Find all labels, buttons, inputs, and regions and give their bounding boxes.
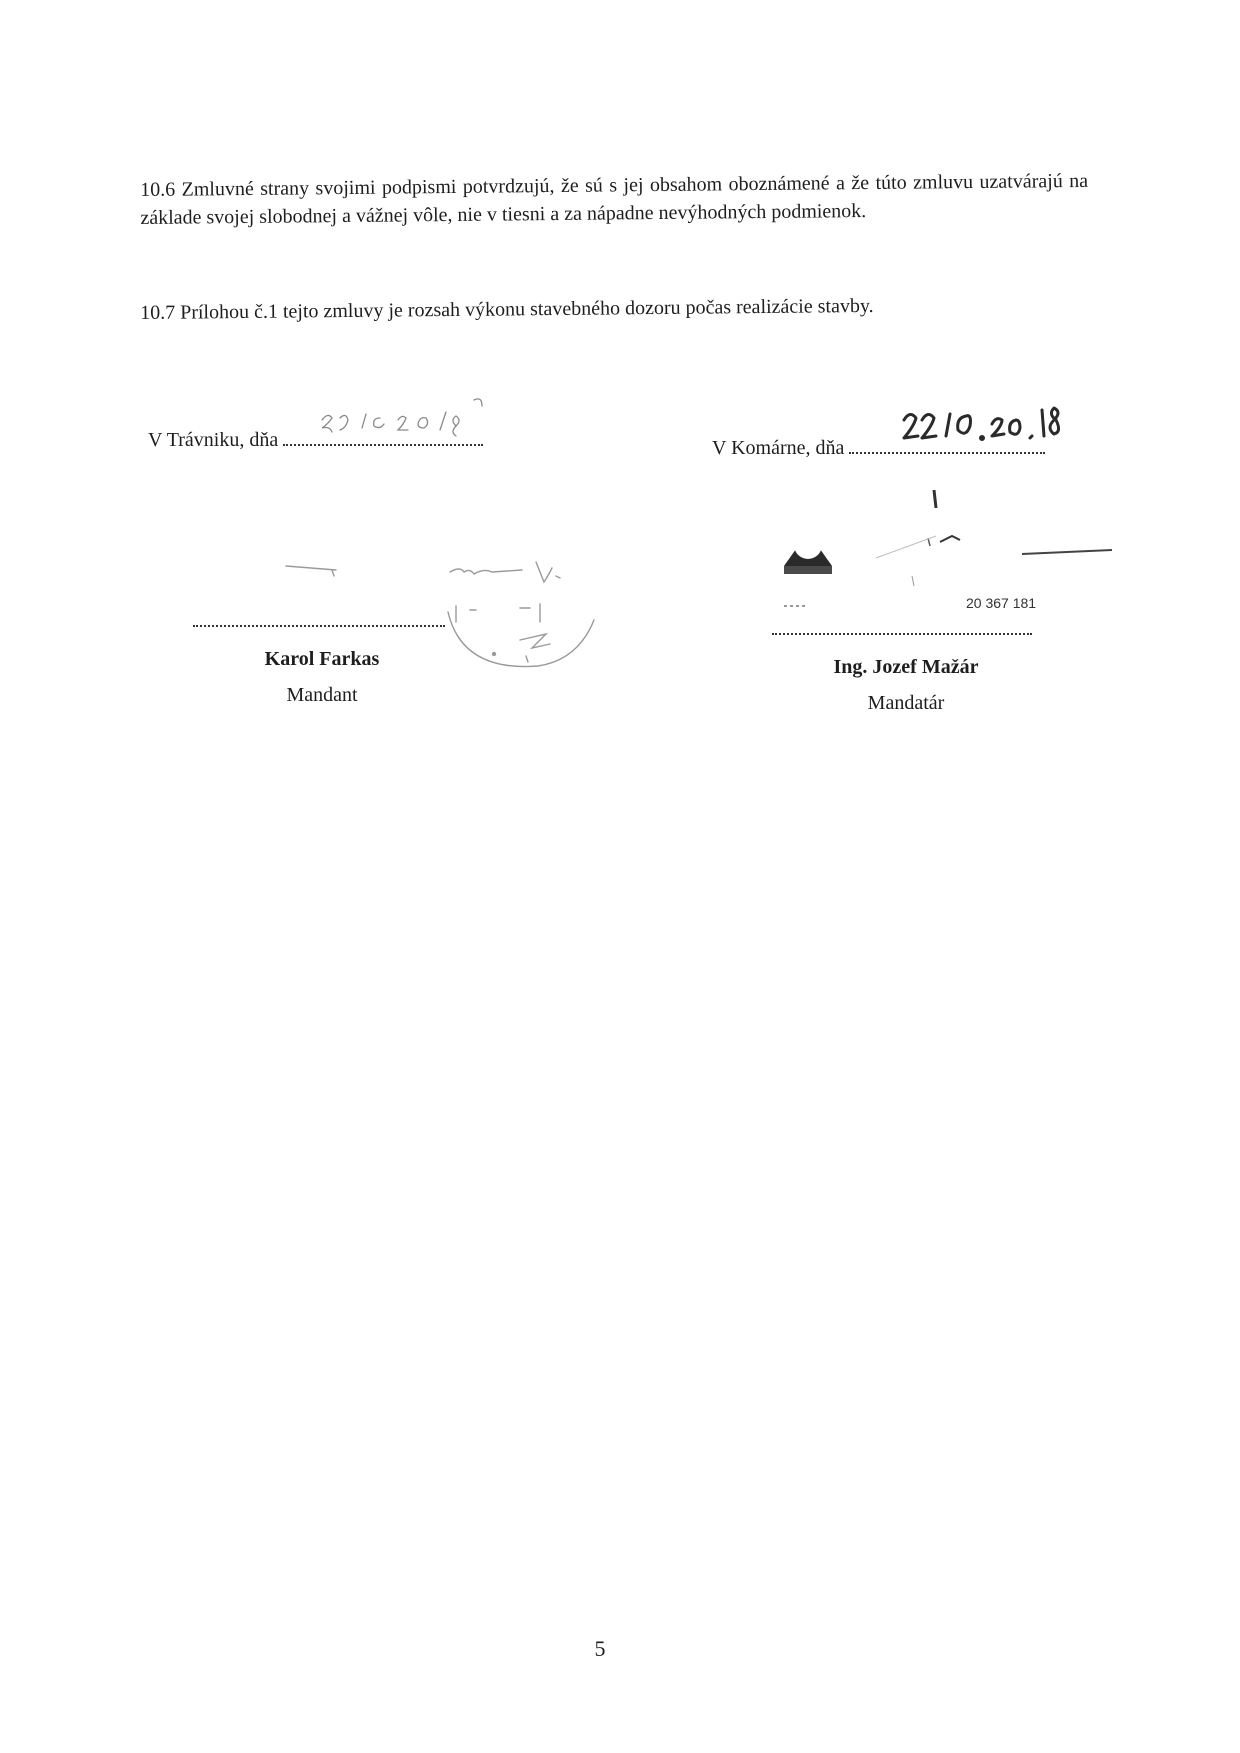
paragraph-10-6: 10.6 Zmluvné strany svojimi podpismi potvrdzujú, že sú s jej obsahom oboznámené a že túto zmluvu uzatvárajú na základe svojej slobodnej a vážnej vôle, nie v tiesni a za nápadne nevýhodných podmienok. bbox=[140, 169, 1089, 229]
place-date-right bbox=[712, 436, 1045, 460]
stamp-left bbox=[448, 604, 594, 667]
date-dotted-line-left bbox=[283, 428, 483, 446]
signature-line-right bbox=[772, 633, 1032, 635]
signer-name-right: Ing. Jozef Mažár bbox=[833, 656, 979, 678]
stamp-right-number: 20 367 181 bbox=[966, 595, 1037, 611]
signature-line-left bbox=[193, 625, 445, 627]
handwritten-date-right bbox=[904, 408, 1059, 440]
page-number: 5 bbox=[594, 1636, 606, 1661]
place-label-right: V Komárne, dňa bbox=[712, 437, 845, 459]
paragraph-10-7: 10.7 Prílohou č.1 tejto zmluvy je rozsah výkonu stavebného dozoru počas realizácie stavby. bbox=[140, 294, 874, 324]
signer-name-left: Karol Farkas bbox=[264, 648, 380, 670]
signer-role-right: Mandatár bbox=[867, 692, 945, 714]
signer-role-left: Mandant bbox=[286, 684, 358, 706]
signature-left bbox=[286, 562, 560, 582]
place-date-left bbox=[148, 428, 483, 452]
place-label-left: V Trávniku, dňa bbox=[148, 429, 279, 451]
date-dotted-line-right bbox=[849, 436, 1045, 454]
stamp-right bbox=[784, 490, 1112, 611]
